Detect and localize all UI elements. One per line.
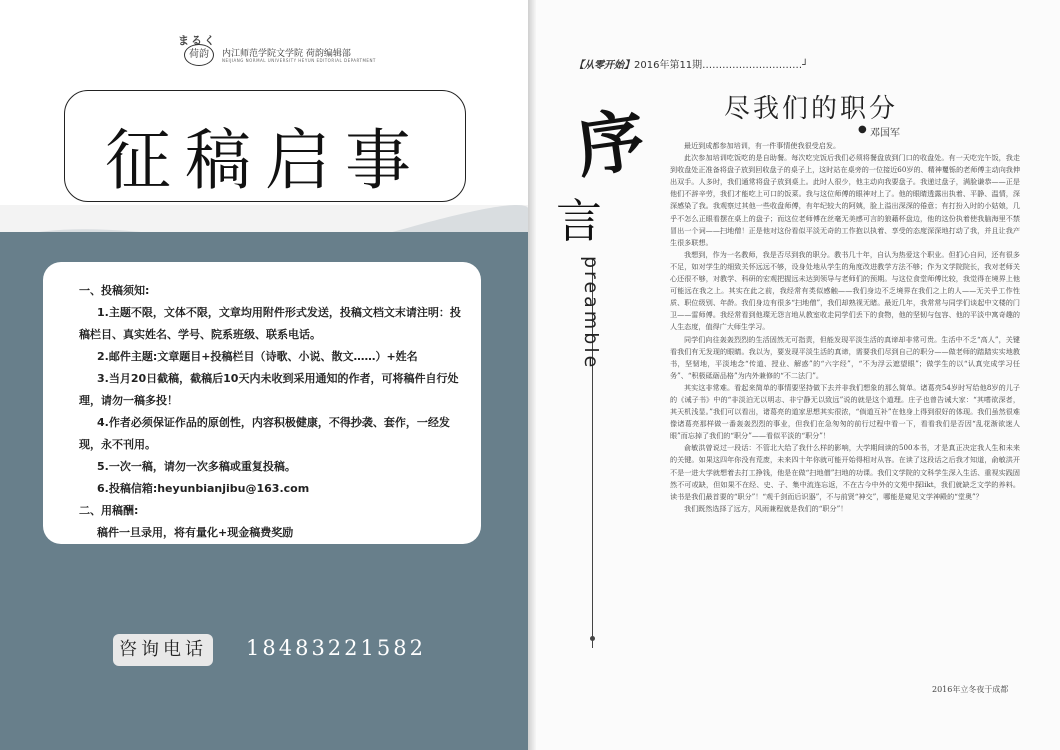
author-bullet: ● xyxy=(858,124,867,135)
masthead xyxy=(178,34,378,66)
page-spine xyxy=(528,0,536,750)
org-name: 内江师范学院文学院 荷韵编辑部 xyxy=(222,49,351,59)
notice-line: 1.主题不限，文体不限，文章均用附件形式发送，投稿文档文末请注明：投稿栏目、真实姓名、学号、院系班级、联系电话。 xyxy=(79,306,461,341)
notice-line: 4.作者必须保证作品的原创性，内容积极健康，不得抄袭、套作，一经发现，永不刊用。 xyxy=(79,416,450,451)
article-title: 尽我们的职分 xyxy=(724,94,899,124)
logo-script: まるく xyxy=(178,34,217,47)
logo-emblem: 荷韵 xyxy=(184,44,214,66)
notice-line: 5.一次一稿，请勿一次多稿或重复投稿。 xyxy=(97,460,296,473)
consult-phone-label: 咨询电话 xyxy=(113,634,213,666)
article-paragraph: 俞敏洪曾说过一段话：不管北大给了我什么样的影响，大学期间读的500本书，才是真正决定我人生和未来的关键。如果这四年你没有荒废，未来四十年你就可能开始得相对从容。在读了这段话之后我才知道，俞敏洪开不是一进大学就想着去打工挣钱，他是在做“扫地僧”扫地的功课。我们文学院的文科学生深入生活、重视实践固然不可或缺，但如果不在经、史、子、集中流连忘返，不在古今中外的文苑中探likt，我们就缺乏文学的养料。读书是我们最首要的“职分”！“观千剑而后识器”，不与前贤“神交”，哪能是窥见文学神殿的“堂奥”？ xyxy=(670,443,1020,501)
article-author: 邓国军 xyxy=(870,128,900,139)
notice-card xyxy=(43,262,481,544)
issue-number: 2016年第11期…………………………┘ xyxy=(634,60,809,71)
title-frame xyxy=(64,90,466,202)
article-paragraph: 最近到成都参加培训，有一件事情使我很受启发。 xyxy=(684,141,841,150)
logo xyxy=(178,34,218,66)
preamble-label: preamble xyxy=(580,256,602,371)
calligraphy-xu: 序 xyxy=(571,99,651,189)
issue-line xyxy=(574,56,808,71)
article-paragraph: 我想到，作为一名教师，我是否尽到我的职分。教书几十年，自认为热爱这个职业。但扪心自问，还有很多不足，如对学生的细致关怀远远不够，设身处地从学生的角度改进教学方法不够；作为文学院院长，我对老师关心还很不够，对教学、科研的宏观把握远未达到领导与老师们的预期。与这位食堂师傅比较，我觉得在境界上他可能远在我之上。其实在此之前，我经常有类似感触——我们身边不乏境界在我们之上的人——无关乎工作性质、职位级别、年龄。我们身边有很多“扫地僧”，我们却熟视无睹。最近几年，我常常与同学们谈起中文楼的门卫——雷师傅。我经常看到他璨无怨言地从教室收走同学们丢下的食物，他的坚韧与包容、他的平淡中寓奇趣的人生态度，值得广大师生学习。 xyxy=(670,249,1020,332)
right-page xyxy=(536,0,1060,750)
article-paragraph: 同学们向往轰轰烈烈的生活固然无可指责，但能发现平淡生活的真谛却非常可贵。生活中不乏“高人”，关键看我们有无发现的眼睛。我以为，要发现平淡生活的真谛，需要我们尽到自己的职分——做老师的踏踏实实地教书，坚韧地，平淡地念“传道、授业、解惑”的“六字经”，“不为浮云遮望眼”；做学生的以“认真完成学习任务”、“积极砥砺品格”为内外兼修的“不二法门”。 xyxy=(670,334,1020,380)
notice-line: 6.投稿信箱:heyunbianjibu@163.com xyxy=(97,482,310,495)
org-name-english: NEIJIANG NORMAL UNIVERSITY HEYUN EDITORIAL DEPARTMENT xyxy=(222,58,376,63)
notice-line: 稿件一旦录用，将有量化+现金稿费奖励 xyxy=(97,526,294,539)
rule-dot xyxy=(590,636,595,641)
notice-body xyxy=(79,280,461,544)
notice-line: 二、用稿酬: xyxy=(79,504,139,517)
article-paragraph: 此次参加培训吃饭吃的是自助餐。每次吃完饭后我们必须将餐盘放到门口的收盘处。有一天吃完午饭，我走到收盘处正准备将盘子放到回收盘子的桌子上，这时站在桌旁的一位接近60岁的、精神矍铄的老师傅主动向我伸出双手。人多时，我们通常将盘子放到桌上。此时人很少，他主动向我要盘子。我递过盘子，满脸谦恭——正是他们不辞辛劳，我们才能吃上可口的饭菜。我与这位师傅的眼神对上了。他的眼睛透露出执着、平静、温情，深深感染了我。我观察过其他一些收盘师傅，有年纪较大的阿姨，脸上溢出深深的倦意；有打扮入时的小姑娘，几乎不怎么正眼看摆在桌上的盘子；而这位老师傅在丝毫无美感可言的狼藉杯盘边，他的这份执着使我脑海里不禁冒出一个词——扫地僧！正是他对这份看似平淡无奇的工作抱以执着、享受的态度深深地打动了我，并且让我产生很多联想。 xyxy=(670,153,1020,247)
calligraphy-yan: 言 xyxy=(556,194,602,248)
notice-line: 3.当月20日截稿，截稿后10天内未收到采用通知的作者，可将稿件自行处理，请勿一稿多投！ xyxy=(79,372,459,407)
notice-line: 2.邮件主题:文章题目+投稿栏目（诗歌、小说、散文……）+姓名 xyxy=(97,350,418,363)
column-name: 【从零开始】 xyxy=(574,60,634,71)
page-title: 征稿启事 xyxy=(105,122,425,199)
notice-line: 一、投稿须知: xyxy=(79,284,150,297)
left-page xyxy=(0,0,528,750)
article-signature: 2016年立冬夜于成都 xyxy=(932,685,1009,694)
article-paragraph: 我们既然选择了远方，风雨兼程就是我们的“职分”！ xyxy=(684,503,848,513)
article-body xyxy=(670,140,1020,515)
phone-number: 18483221582 xyxy=(246,636,426,660)
article-paragraph: 其实这非常难。看起来简单的事情要坚持做下去并非我们想象的那么简单。诸葛亮54岁时写给他8岁的儿子的《诫子书》中的“非淡泊无以明志、非宁静无以致远”说的就是这个道理。庄子也曾告诫大家：“其嗜欲深者，其天机浅显。”我们可以看出，诸葛亮的道家思想其实很浓，“倘道互补”在他身上得到很好的体现。我们虽然很难像诸葛亮那样做一番轰轰烈烈的事业，但我们在急匆匆的前行过程中看一下，看看我们是否因“乱花渐欲迷人眼”而忘掉了我们的“职分”——看似平淡的“职分”！ xyxy=(670,382,1020,441)
